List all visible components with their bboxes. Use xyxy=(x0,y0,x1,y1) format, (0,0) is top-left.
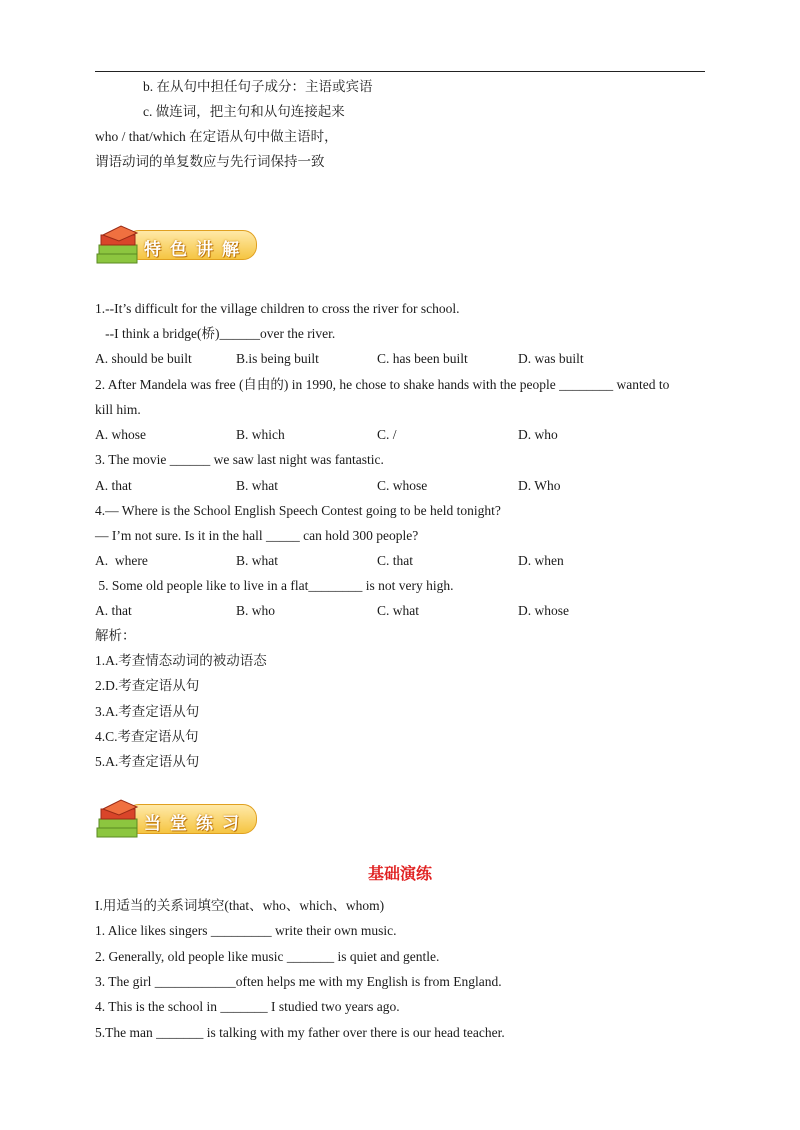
q1-option-c: C. has been built xyxy=(377,351,468,366)
practice-title: 基础演练 xyxy=(367,864,432,883)
q5-stem-1: 5. Some old people like to live in a flat________ is not very high. xyxy=(95,578,454,593)
banner-class-practice xyxy=(95,798,260,842)
q5-option-a: A. that xyxy=(95,603,132,618)
q4-option-b: B. what xyxy=(236,553,278,568)
q2-stem-1: 2. After Mandela was free (自由的) in 1990, he chose to shake hands with the people ________ wanted to xyxy=(95,377,670,392)
top-rule xyxy=(95,71,705,72)
analysis-heading: 解析： xyxy=(95,628,136,643)
intro-line-2: 谓语动词的单复数应与先行词保持一致 xyxy=(95,154,325,169)
intro-line-b: b. 在从句中担任句子成分：主语或宾语 xyxy=(143,79,373,94)
q1-option-b: B.is being built xyxy=(236,351,319,366)
q2-stem-2: kill him. xyxy=(95,402,141,417)
analysis-item: 3.A.考查定语从句 xyxy=(95,704,200,719)
q4-stem-1: 4.— Where is the School English Speech Contest going to be held tonight? xyxy=(95,503,501,518)
practice-item: 3. The girl ____________often helps me with my English is from England. xyxy=(95,974,502,989)
analysis-item: 2.D.考查定语从句 xyxy=(95,678,200,693)
q3-option-b: B. what xyxy=(236,478,278,493)
practice-item: 1. Alice likes singers _________ write their own music. xyxy=(95,923,397,938)
q2-option-b: B. which xyxy=(236,427,285,442)
q3-option-c: C. whose xyxy=(377,478,428,493)
q1-stem-2: --I think a bridge(桥)______over the river. xyxy=(95,326,336,341)
practice-instruction: I.用适当的关系词填空(that、who、which、whom) xyxy=(95,898,385,913)
analysis-item: 5.A.考查定语从句 xyxy=(95,754,200,769)
q4-stem-2: — I’m not sure. Is it in the hall _____ can hold 300 people? xyxy=(95,528,419,543)
analysis-item: 4.C.考查定语从句 xyxy=(95,729,199,744)
q1-option-a: A. should be built xyxy=(95,351,192,366)
analysis-item: 1.A.考查情态动词的被动语态 xyxy=(95,653,267,668)
intro-line-c: c. 做连词，把主句和从句连接起来 xyxy=(143,104,345,119)
books-icon xyxy=(95,224,145,268)
q3-option-a: A. that xyxy=(95,478,132,493)
q3-stem-1: 3. The movie ______ we saw last night was fantastic. xyxy=(95,452,384,467)
q2-option-a: A. whose xyxy=(95,427,146,442)
q1-option-d: D. was built xyxy=(518,351,584,366)
banner-label: 特色讲解 xyxy=(144,240,248,260)
practice-item: 5.The man _______ is talking with my father over there is our head teacher. xyxy=(95,1025,505,1040)
practice-item: 2. Generally, old people like music _______ is quiet and gentle. xyxy=(95,949,440,964)
q5-option-d: D. whose xyxy=(518,603,569,618)
intro-line-1: who / that/which 在定语从句中做主语时， xyxy=(95,129,338,144)
books-icon xyxy=(95,798,145,842)
q4-option-a: A. where xyxy=(95,553,148,568)
q1-stem-1: 1.--It’s difficult for the village children to cross the river for school. xyxy=(95,301,460,316)
q2-option-c: C. / xyxy=(377,427,397,442)
q2-option-d: D. who xyxy=(518,427,558,442)
q3-option-d: D. Who xyxy=(518,478,561,493)
q4-option-d: D. when xyxy=(518,553,564,568)
banner-feature-explanation xyxy=(95,224,260,268)
q5-option-b: B. who xyxy=(236,603,276,618)
q4-option-c: C. that xyxy=(377,553,413,568)
q5-option-c: C. what xyxy=(377,603,419,618)
practice-item: 4. This is the school in _______ I studied two years ago. xyxy=(95,999,400,1014)
banner-label: 当堂练习 xyxy=(144,814,248,834)
